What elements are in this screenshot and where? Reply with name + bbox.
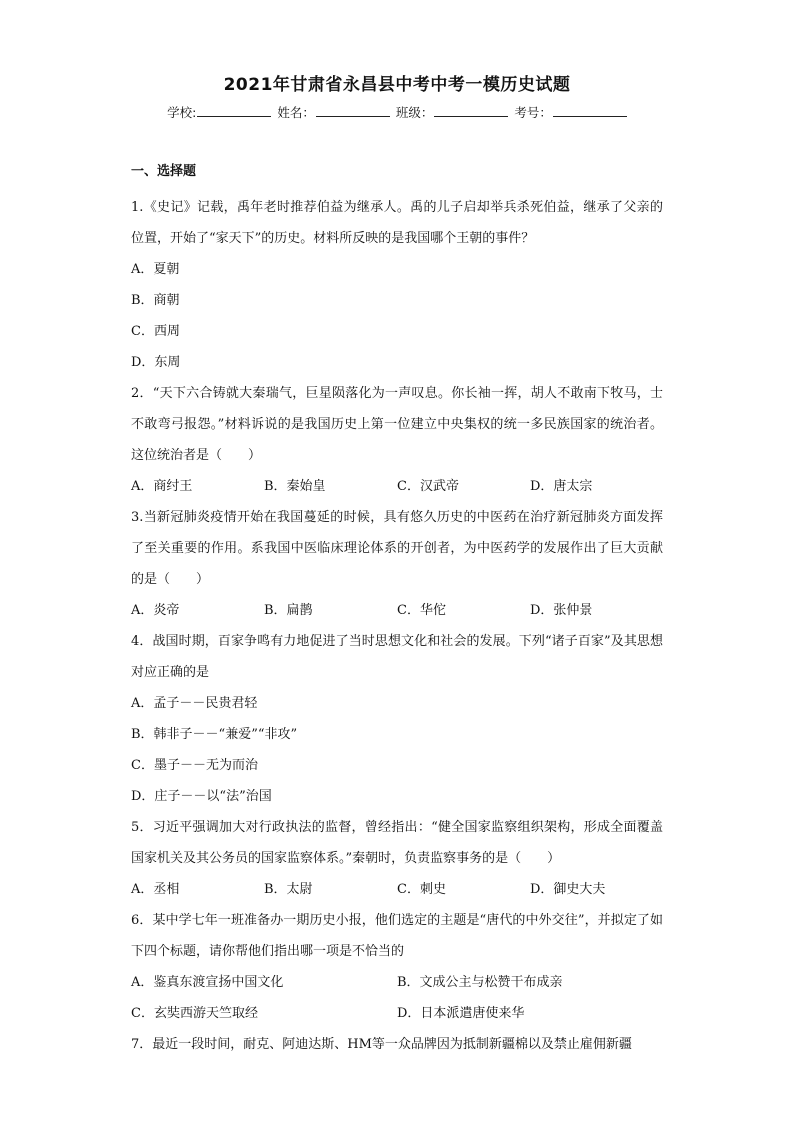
q4-option-c: C．墨子－－无为而治 [131, 758, 258, 773]
q6-option-d: D．日本派遣唐使来华 [397, 1006, 525, 1021]
name-field [277, 103, 390, 121]
school-field [167, 103, 271, 121]
q4-option-a: A．孟子－－民贵君轻 [131, 696, 258, 711]
q5-option-c: C．刺史 [397, 882, 446, 897]
question-2-stem: 2．“天下六合铸就大秦瑞气，巨星陨落化为一声叹息。你长袖一挥，胡人不敢南下牧马，士不敢弯弓报怨。”材料诉说的是我国历史上第一位建立中央集权的统一多民族国家的统治者。这位统治者是（ ） [131, 386, 663, 463]
school-label: 学校: [167, 105, 197, 120]
q1-option-b: B．商朝 [131, 293, 180, 308]
exam-number-label: 考号： [514, 105, 552, 120]
q2-option-d: D．唐太宗 [530, 479, 593, 494]
class-field [396, 103, 509, 121]
class-label: 班级： [395, 105, 434, 120]
q2-option-b: B．秦始皇 [264, 479, 326, 494]
question-7-stem: 7．最近一段时间，耐克、阿迪达斯、HM等一众品牌因为抵制新疆棉以及禁止雇佣新疆 [131, 1037, 632, 1052]
question-5-stem: 5．习近平强调加大对行政执法的监督，曾经指出：“健全国家监察组织架构，形成全面覆盖国家机关及其公务员的国家监察体系。”秦朝时，负责监察事务的是（ ） [131, 820, 663, 866]
question-6-stem: 6．某中学七年一班准备办一期历史小报，他们选定的主题是“唐代的中外交往”，并拟定了如下四个标题，请你帮他们指出哪一项是不恰当的 [131, 913, 663, 959]
q2-option-a: A．商纣王 [131, 479, 193, 494]
class-blank[interactable] [434, 104, 508, 117]
question-4-stem: 4．战国时期，百家争鸣有力地促进了当时思想文化和社会的发展。下列“诸子百家”及其思想对应正确的是 [131, 634, 663, 680]
section-heading: 一、选择题 [131, 164, 197, 179]
q3-option-c: C．华佗 [397, 603, 446, 618]
page-title: 2021年甘肃省永昌县中考中考一模历史试题 [223, 75, 571, 95]
q5-option-b: B．太尉 [264, 882, 313, 897]
q2-options [131, 471, 663, 502]
q3-option-d: D．张仲景 [530, 603, 593, 618]
question-list [131, 162, 663, 1060]
q3-option-a: A．炎帝 [131, 603, 180, 618]
q1-option-d: D．东周 [131, 355, 181, 370]
question-3-stem: 3.当新冠肺炎疫情开始在我国蔓延的时候，具有悠久历史的中医药在治疗新冠肺炎方面发挥了至关重要的作用。系我国中医临床理论体系的开创者，为中医药学的发展作出了巨大贡献的是（ ） [131, 510, 663, 587]
q5-options [131, 874, 663, 905]
q3-options [131, 595, 663, 626]
q4-option-d: D．庄子－－以“法”治国 [131, 789, 272, 804]
student-info-line [0, 103, 794, 121]
q6-options-row-2 [131, 998, 663, 1029]
name-blank[interactable] [316, 104, 390, 117]
school-blank[interactable] [197, 104, 271, 117]
q6-options-row-1 [131, 967, 663, 998]
q6-option-c: C．玄奘西游天竺取经 [131, 1006, 258, 1021]
name-label: 姓名： [277, 105, 315, 120]
q1-option-c: C．西周 [131, 324, 180, 339]
q6-option-a: A．鉴真东渡宣扬中国文化 [131, 975, 284, 990]
q5-option-a: A．丞相 [131, 882, 180, 897]
exam-number-field [514, 103, 627, 121]
q4-option-b: B．韩非子－－“兼爱”“非攻” [131, 727, 298, 742]
q2-option-c: C．汉武帝 [397, 479, 459, 494]
q5-option-d: D．御史大夫 [530, 882, 606, 897]
exam-number-blank[interactable] [553, 104, 627, 117]
question-1-stem: 1.《史记》记载，禹年老时推荐伯益为继承人。禹的儿子启却举兵杀死伯益，继承了父亲的位置，开始了“家天下”的历史。材料所反映的是我国哪个王朝的事件？ [131, 200, 663, 246]
q6-option-b: B．文成公主与松赞干布成亲 [397, 975, 563, 990]
q3-option-b: B．扁鹊 [264, 603, 313, 618]
q1-option-a: A．夏朝 [131, 262, 180, 277]
